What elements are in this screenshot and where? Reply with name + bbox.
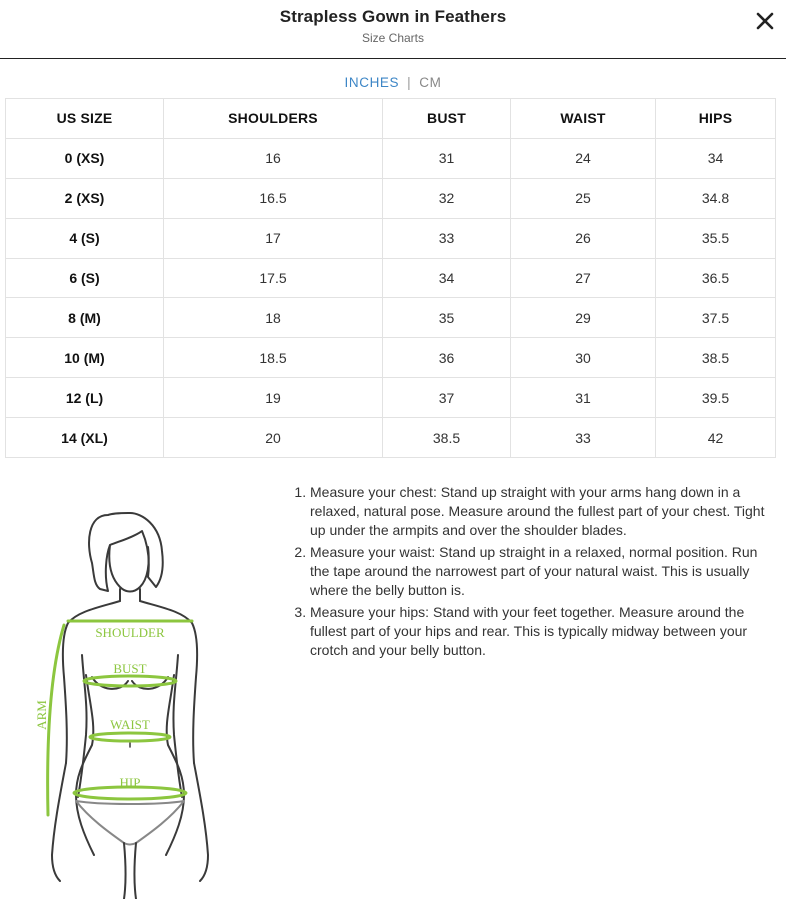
page-title: Strapless Gown in Feathers: [279, 7, 507, 26]
table-row: [6, 378, 776, 418]
shoulders-cell: 16.5: [164, 178, 383, 218]
unit-inches-tab[interactable]: INCHES: [344, 75, 400, 90]
underwear-outline: [76, 801, 184, 845]
hips-cell: 37.5: [656, 298, 776, 338]
hips-cell: 38.5: [656, 338, 776, 378]
hips-cell: 36.5: [656, 258, 776, 298]
hips-cell: 42: [656, 418, 776, 458]
column-header-shoulders: SHOULDERS: [164, 99, 383, 139]
shoulders-cell: 19: [164, 378, 383, 418]
table-row: [6, 138, 776, 178]
hips-cell: 35.5: [656, 218, 776, 258]
bust-cell: 36: [383, 338, 511, 378]
column-header-hips: HIPS: [656, 99, 776, 139]
table-row: [6, 298, 776, 338]
hip-label: HIP: [119, 775, 141, 790]
shoulders-cell: 16: [164, 138, 383, 178]
waist-cell: 24: [511, 138, 656, 178]
waist-cell: 31: [511, 378, 656, 418]
table-row: [6, 218, 776, 258]
shoulders-cell: 20: [164, 418, 383, 458]
size-cell: 12 (L): [6, 378, 164, 418]
legs-outline: [124, 843, 136, 899]
bust-cell: 32: [383, 178, 511, 218]
unit-cm-tab[interactable]: CM: [419, 75, 442, 90]
page-subtitle: Size Charts: [361, 31, 425, 45]
size-chart-table: [5, 98, 776, 458]
size-cell: 10 (M): [6, 338, 164, 378]
table-row: [6, 178, 776, 218]
shoulders-cell: 17.5: [164, 258, 383, 298]
waist-cell: 27: [511, 258, 656, 298]
waist-measure-band: [90, 733, 170, 741]
size-cell: 4 (S): [6, 218, 164, 258]
face-outline: [109, 545, 148, 592]
instruction-item: 1. Measure your chest: Stand up straight with your arms hang down in a relaxed, natural pose. Measure around the fullest part of your chest. Tight up under the armpits and over the shoulder blades.: [310, 483, 778, 540]
shoulders-cell: 18.5: [164, 338, 383, 378]
unit-toggle: [0, 75, 786, 90]
size-cell: 0 (XS): [6, 138, 164, 178]
instruction-item: 2. Measure your waist: Stand up straight in a relaxed, normal position. Run the tape around the narrowest part of your natural waist. This is usually where the belly button is.: [310, 543, 778, 600]
bust-cell: 31: [383, 138, 511, 178]
column-header-bust: BUST: [383, 99, 511, 139]
waist-cell: 26: [511, 218, 656, 258]
hips-cell: 34.8: [656, 178, 776, 218]
bust-cell: 34: [383, 258, 511, 298]
size-cell: 8 (M): [6, 298, 164, 338]
waist-cell: 25: [511, 178, 656, 218]
bust-cell: 33: [383, 218, 511, 258]
waist-cell: 30: [511, 338, 656, 378]
close-button[interactable]: [752, 8, 778, 34]
size-cell: 6 (S): [6, 258, 164, 298]
table-header-row: [6, 99, 776, 139]
shoulders-cell: 17: [164, 218, 383, 258]
waist-label: WAIST: [110, 717, 150, 732]
shoulders-cell: 18: [164, 298, 383, 338]
body-measurement-figure: [30, 505, 230, 899]
column-header-waist: WAIST: [511, 99, 656, 139]
instruction-item: 3. Measure your hips: Stand with your feet together. Measure around the fullest part of your hips and rear. This is typically midway between your crotch and your belly button.: [310, 603, 778, 660]
arm-label: ARM: [34, 700, 49, 730]
table-row: [6, 338, 776, 378]
table-row: [6, 418, 776, 458]
body-measurement-illustration: [30, 505, 230, 899]
unit-separator: |: [407, 75, 412, 90]
hair-outline: [89, 513, 163, 591]
table-row: [6, 258, 776, 298]
bust-measure-band: [84, 676, 176, 686]
bust-cell: 35: [383, 298, 511, 338]
column-header-us-size: US SIZE: [6, 99, 164, 139]
bust-cell: 38.5: [383, 418, 511, 458]
waist-cell: 29: [511, 298, 656, 338]
size-cell: 2 (XS): [6, 178, 164, 218]
measurement-instructions: [292, 483, 778, 663]
modal-header: [0, 0, 786, 59]
bust-label: BUST: [113, 661, 147, 676]
bust-cell: 37: [383, 378, 511, 418]
waist-cell: 33: [511, 418, 656, 458]
size-cell: 14 (XL): [6, 418, 164, 458]
close-icon: [752, 8, 778, 34]
shoulder-label: SHOULDER: [95, 625, 165, 640]
hips-cell: 34: [656, 138, 776, 178]
hips-cell: 39.5: [656, 378, 776, 418]
